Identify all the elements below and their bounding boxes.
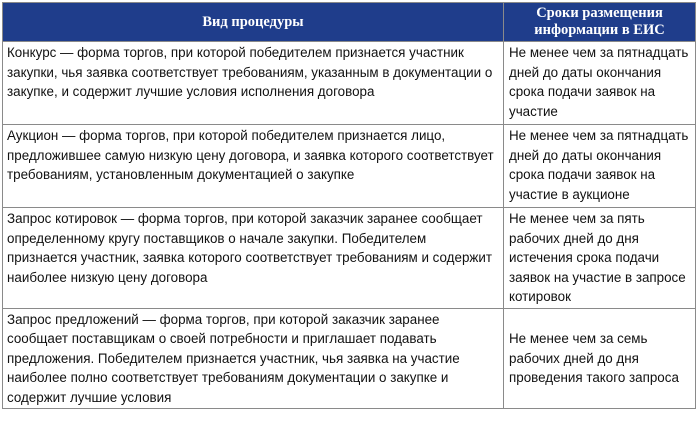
header-row [3,3,696,42]
procedure-description: Конкурс — форма торгов, при которой победителем признается участник закупки, чья заявка соответствует требованиям, указанным в документации о закупке, и содержит лучшие условия исполнения договора [3,42,504,125]
table-row [3,208,696,309]
header-placement-terms: Сроки размещения информации в ЕИС [504,3,696,42]
placement-term: Не менее чем за пятнадцать дней до даты окончания срока подачи заявок на участие [504,42,696,125]
table-row [3,308,696,409]
procedure-description: Запрос котировок — форма торгов, при которой заказчик заранее сообщает определенному кругу поставщиков о начале закупки. Победителем признается участник, заявка которого соответствует требованиям и содержит наиболее низкую цену договора [3,208,504,309]
procedure-description: Запрос предложений — форма торгов, при которой заказчик заранее сообщает поставщикам о своей потребности и приглашает подавать предложения. Победителем признается участник, чья заявка на участие наиболее полно соответствует требованиям документации о закупке и содержит лучшие условия [3,308,504,409]
table-row [3,42,696,125]
placement-term: Не менее чем за пятнадцать дней до даты окончания срока подачи заявок на участие в аукционе [504,125,696,208]
table-row [3,125,696,208]
procedure-description: Аукцион — форма торгов, при которой победителем признается лицо, предложившее самую низкую цену договора, и заявка которого соответствует требованиям, установленным документацией о закупке [3,125,504,208]
header-procedure-type: Вид процедуры [3,3,504,42]
procurement-procedures-table [2,2,696,409]
placement-term: Не менее чем за пять рабочих дней до дня истечения срока подачи заявок на участие в запросе котировок [504,208,696,309]
placement-term: Не менее чем за семь рабочих дней до дня проведения такого запроса [504,308,696,409]
